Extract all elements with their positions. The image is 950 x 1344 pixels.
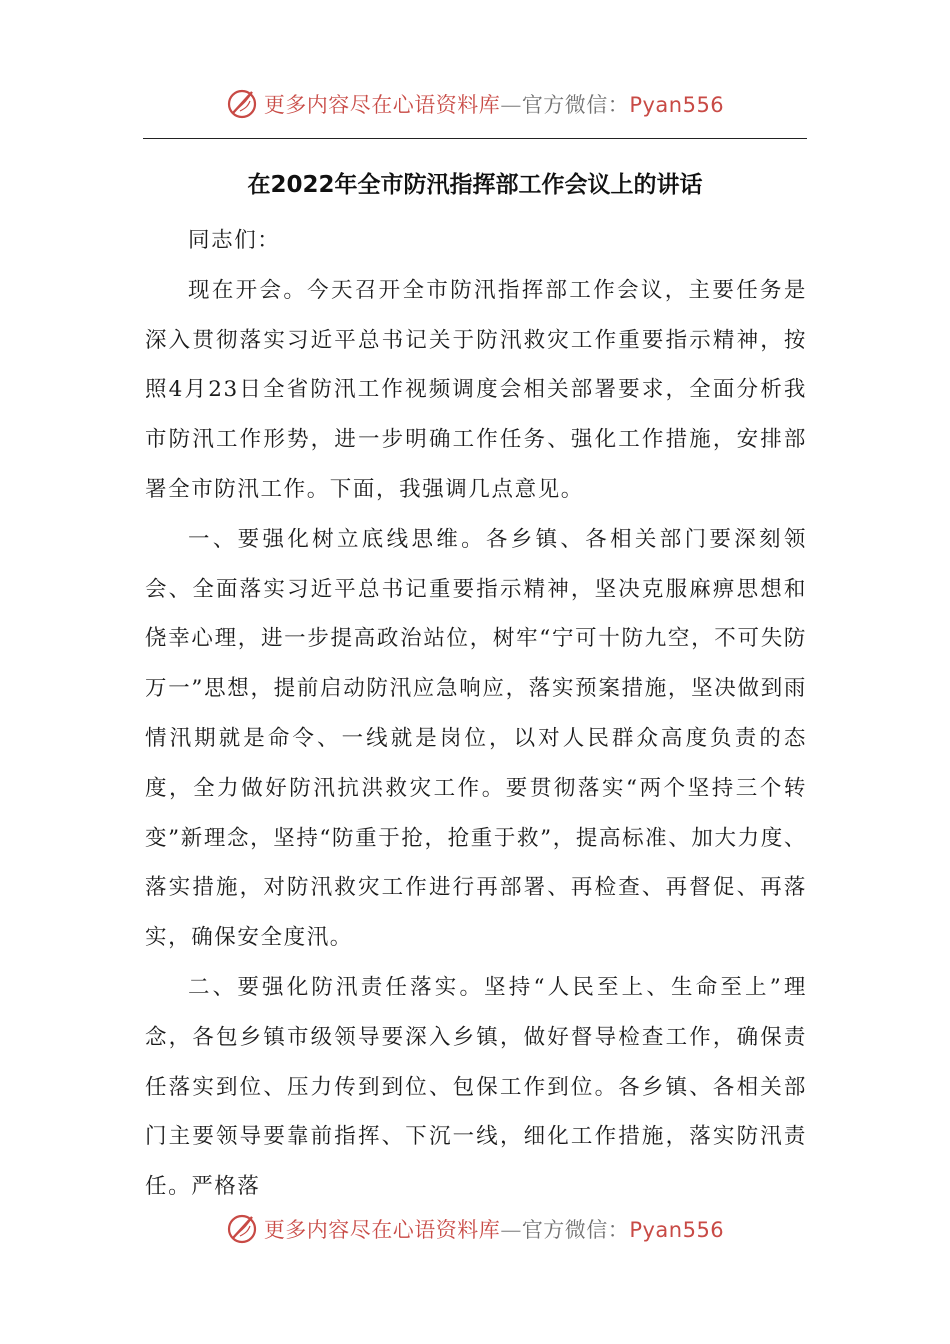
- watermark-wechat-label: 官方微信：: [521, 93, 630, 117]
- quill-seal-logo-icon: [226, 87, 260, 121]
- paragraph-opening: 现在开会。今天召开全市防汛指挥部工作会议，主要任务是深入贯彻落实习近平总书记关于防汛救灾工作重要指示精神，按照4月23日全省防汛工作视频调度会相关部署要求，全面分析我市防汛工作形势，进一步明确工作任务、强化工作措施，安排部署全市防汛工作。下面，我强调几点意见。: [145, 277, 807, 502]
- watermark-dash: —: [500, 1218, 522, 1242]
- footer-watermark-banner: [0, 1209, 950, 1249]
- watermark-text: [264, 1214, 724, 1244]
- watermark-wechat-label: 官方微信：: [521, 1218, 630, 1242]
- watermark-wechat-id: Pyan556: [629, 93, 725, 117]
- header-divider: [143, 138, 807, 139]
- paragraph-point-2: 二、要强化防汛责任落实。坚持“人民至上、生命至上”理念，各包乡镇市级领导要深入乡镇，做好督导检查工作，确保责任落实到位、压力传到到位、包保工作到位。各乡镇、各相关部门主要领导要靠前指挥、下沉一线，细化工作措施，落实防汛责任。严格落: [145, 974, 807, 1200]
- quill-seal-logo-icon: [226, 1212, 260, 1246]
- document-title: 在2022年全市防汛指挥部工作会议上的讲话: [247, 172, 703, 198]
- paragraph-point-1: 一、要强化树立底线思维。各乡镇、各相关部门要深刻领会、全面落实习近平总书记重要指示精神，坚决克服麻痹思想和侥幸心理，进一步提高政治站位，树牢“宁可十防九空，不可失防万一”思想，提前启动防汛应急响应，落实预案措施，坚决做到雨情汛期就是命令、一线就是岗位，以对人民群众高度负责的态度，全力做好防汛抗洪救灾工作。要贯彻落实“两个坚持三个转变”新理念，坚持“防重于抢，抢重于救”，提高标准、加大力度、落实措施，对防汛救灾工作进行再部署、再检查、再督促、再落实，确保安全度汛。: [145, 526, 807, 951]
- watermark-dash: —: [500, 93, 522, 117]
- watermark-site-name: 更多内容尽在心语资料库: [263, 93, 501, 117]
- watermark-text: [264, 89, 724, 119]
- watermark-site-name: 更多内容尽在心语资料库: [263, 1218, 501, 1242]
- header-watermark-banner: [0, 84, 950, 124]
- watermark-wechat-id: Pyan556: [629, 1218, 725, 1242]
- salutation: 同志们：: [188, 228, 281, 253]
- document-body: [145, 216, 807, 1212]
